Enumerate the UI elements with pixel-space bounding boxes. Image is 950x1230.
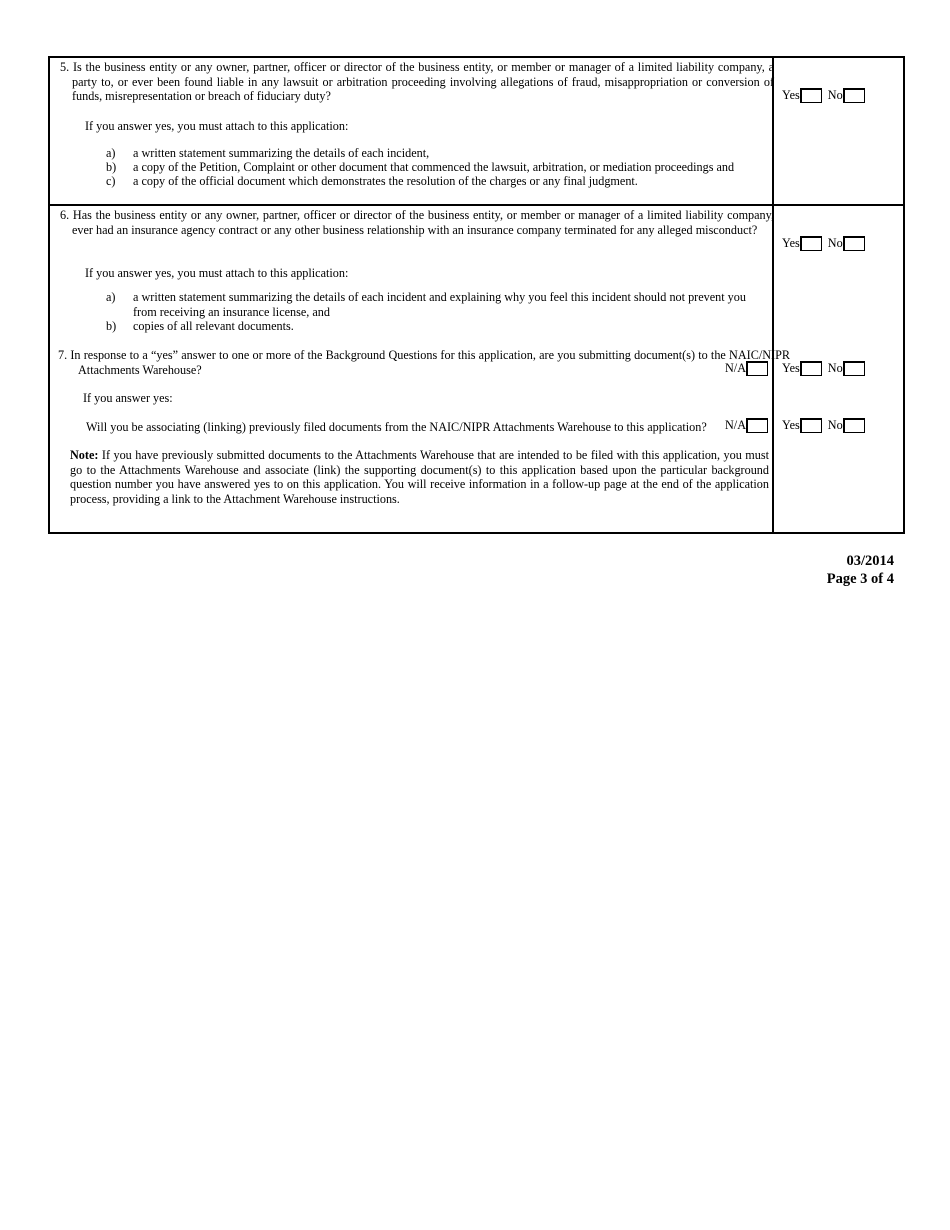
q7-sub-no-checkbox[interactable] xyxy=(843,418,865,433)
note-text: If you have previously submitted documents to the Attachments Warehouse that are intended to be filed with this application, you must go to the Attachments Warehouse and associate (link) the supporting document(s) to this application based upon the particular background question number you have answered yes to on this application. You will receive information in a follow-up page at the end of the application process, providing a link to the Attachment Warehouse instructions. xyxy=(70,448,769,506)
q7-no-checkbox[interactable] xyxy=(843,361,865,376)
q6-no-checkbox[interactable] xyxy=(843,236,865,251)
q5-item-c-label: c) xyxy=(106,174,116,188)
question-6-7-row xyxy=(50,204,903,532)
q6-yes-checkbox[interactable] xyxy=(800,236,822,251)
yes-label: Yes xyxy=(782,87,800,102)
question-6-attach-intro: If you answer yes, you must attach to this application: xyxy=(85,266,349,280)
yes-label: Yes xyxy=(782,417,800,432)
question-6-7-answer-cell xyxy=(774,206,903,532)
question-6-yes-no xyxy=(782,235,865,251)
no-label: No xyxy=(827,235,843,250)
q7-sub-yes-checkbox[interactable] xyxy=(800,418,822,433)
question-5-cell xyxy=(50,58,774,204)
question-5-answer-cell xyxy=(774,58,903,204)
question-5-yes-no xyxy=(782,87,865,103)
background-questions-form xyxy=(48,56,905,534)
revision-date: 03/2014 xyxy=(846,553,894,569)
question-7-note xyxy=(70,448,769,506)
page-number: Page 3 of 4 xyxy=(826,571,894,587)
q7-sub-na-checkbox[interactable] xyxy=(746,418,768,433)
q5-item-b-label: b) xyxy=(106,160,117,174)
q5-item-a-label: a) xyxy=(106,146,116,160)
note-label: Note: xyxy=(70,448,99,462)
na-label: N/A xyxy=(725,417,746,432)
q7-na-checkbox[interactable] xyxy=(746,361,768,376)
question-7-sub-yes-no xyxy=(782,417,865,433)
question-6-text: 6. Has the business entity or any owner, partner, officer or director of the business entity, or member or manager of a limited liability company, ever had an insurance agency contract or any other business relationship with an insurance company terminated for any alleged misconduct? xyxy=(60,208,774,237)
question-7-na xyxy=(725,360,768,376)
question-7-text: 7. In response to a “yes” answer to one or more of the Background Questions for this application, are you submitting document(s) to the NAIC/NIPR Attachments Warehouse? xyxy=(58,348,790,377)
page-footer xyxy=(827,552,894,588)
question-6-7-cell xyxy=(50,206,790,532)
q6-item-b-text: copies of all relevant documents. xyxy=(133,319,294,333)
question-5-row xyxy=(50,58,903,204)
yes-label: Yes xyxy=(782,360,800,375)
no-label: No xyxy=(827,87,843,102)
q6-item-a-label: a) xyxy=(106,290,116,304)
q6-item-a-text: a written statement summarizing the details of each incident and explaining why you feel this incident should not prevent you from receiving an insurance license, and xyxy=(133,290,746,319)
q5-item-a-text: a written statement summarizing the details of each incident, xyxy=(133,146,430,160)
yes-label: Yes xyxy=(782,235,800,250)
q6-item-b-label: b) xyxy=(106,319,117,333)
question-7-intro: If you answer yes: xyxy=(83,391,173,405)
question-5-attach-intro: If you answer yes, you must attach to this application: xyxy=(85,119,349,133)
q5-item-b-text: a copy of the Petition, Complaint or other document that commenced the lawsuit, arbitration, or mediation proceedings and xyxy=(133,160,735,174)
question-7-yes-no xyxy=(782,360,865,376)
q5-item-c-text: a copy of the official document which demonstrates the resolution of the charges or any final judgment. xyxy=(133,174,638,188)
question-5-text: 5. Is the business entity or any owner, partner, officer or director of the business entity, or member or manager of a limited liability company, a party to, or ever been found liable in any lawsuit or arbitration proceeding involving allegations of fraud, misappropriation or conversion of funds, misrepresentation or breach of fiduciary duty? xyxy=(60,60,774,103)
no-label: No xyxy=(827,360,843,375)
na-label: N/A xyxy=(725,360,746,375)
no-label: No xyxy=(827,417,843,432)
q7-yes-checkbox[interactable] xyxy=(800,361,822,376)
question-7-sub-na xyxy=(725,417,768,433)
question-7-sub-question: Will you be associating (linking) previously filed documents from the NAIC/NIPR Attachments Warehouse to this application? xyxy=(86,420,707,434)
q5-yes-checkbox[interactable] xyxy=(800,88,822,103)
q5-no-checkbox[interactable] xyxy=(843,88,865,103)
